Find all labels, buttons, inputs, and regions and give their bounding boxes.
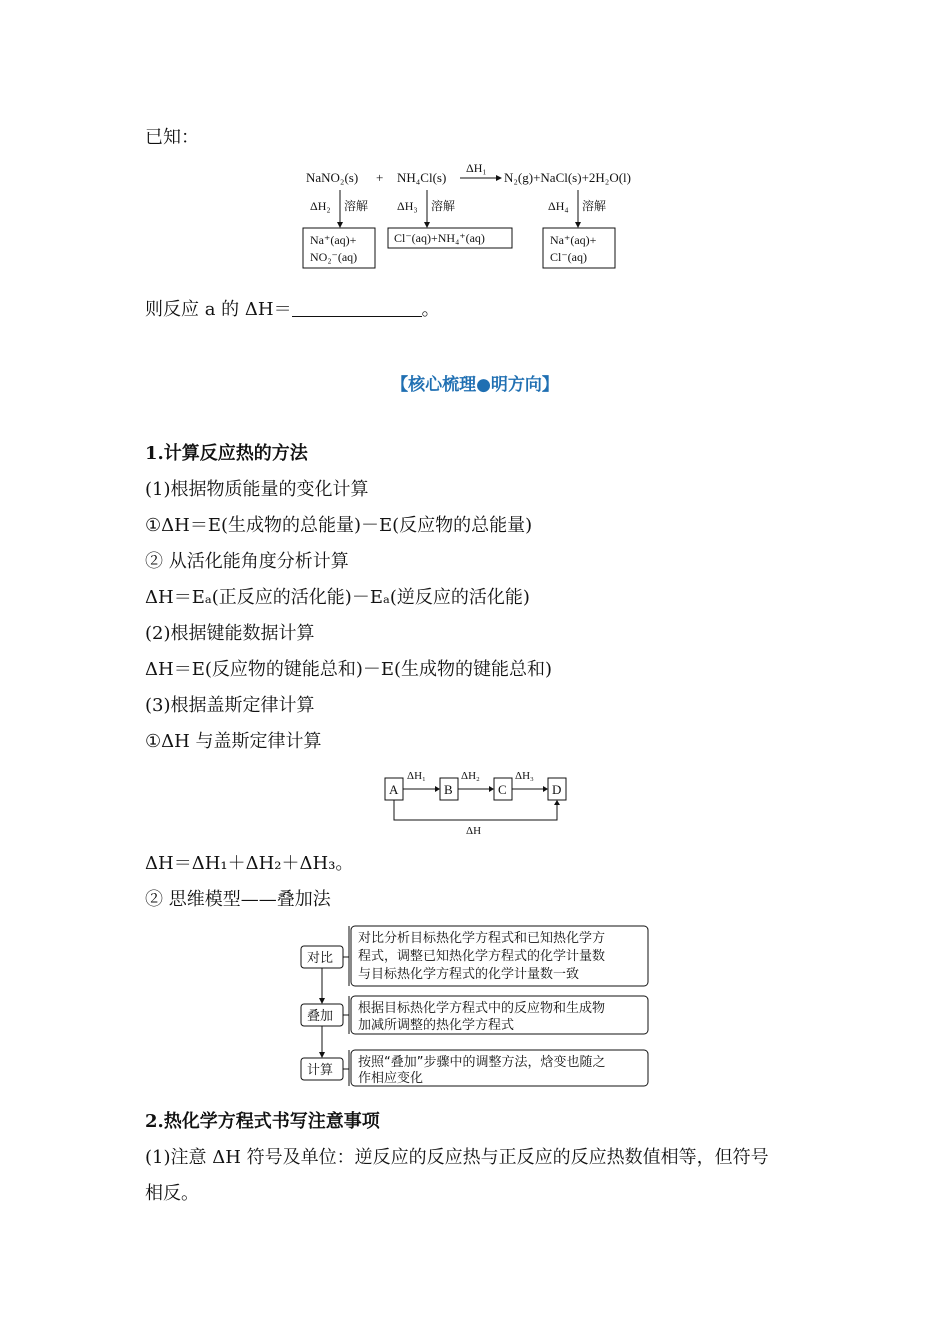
flow-chart [296, 922, 656, 1094]
question-text: 则反应 a 的 ΔH＝ [145, 299, 292, 320]
method-2-title: (2)根据键能数据计算 [145, 623, 315, 644]
step1-text-line3: 与目标热化学方程式的化学计量数一致 [358, 967, 580, 982]
step-add-label: 叠加 [307, 1009, 334, 1024]
method-1-title: (1)根据物质能量的变化计算 [145, 479, 369, 500]
step-compare-label: 对比 [307, 951, 334, 966]
node-a: A [389, 782, 399, 797]
edge-h3: ΔH₃ [515, 770, 534, 782]
dh4-label: ΔH₄ [548, 199, 569, 213]
note-1-line1: (1)注意 ΔH 符号及单位：逆反应的反应热与正反应的反应热数值相等，但符号 [145, 1147, 769, 1168]
section-1-title: 1.计算反应热的方法 [145, 443, 308, 464]
node-d: D [552, 782, 562, 797]
formula-energy: ①ΔH＝E(生成物的总能量)－E(反应物的总能量) [145, 515, 533, 536]
edge-h-total: ΔH [466, 825, 482, 837]
products: N₂(g)+NaCl(s)+2H₂O(l) [504, 170, 631, 185]
method-3-title: (3)根据盖斯定律计算 [145, 695, 315, 716]
reactant-nh4cl: NH₄Cl(s) [397, 170, 447, 185]
known-label: 已知： [145, 127, 199, 148]
box2-text: Cl⁻(aq)+NH₄⁺(aq) [394, 231, 485, 245]
model-title: ② 思维模型——叠加法 [145, 889, 331, 910]
box3-line1: Na⁺(aq)+ [550, 233, 597, 247]
dissolve-label-3: 溶解 [582, 199, 607, 213]
answer-blank[interactable] [292, 300, 422, 317]
step1-text-line1: 对比分析目标热化学方程式和已知热化学方 [358, 931, 606, 946]
step-calc-label: 计算 [307, 1063, 334, 1078]
step2-text-line2: 加减所调整的热化学方程式 [358, 1018, 515, 1033]
formula-activation: ΔH＝Eₐ(正反应的活化能)－Eₐ(逆反应的活化能) [145, 587, 530, 608]
note-1-line2: 相反。 [145, 1183, 199, 1204]
box1-line1: Na⁺(aq)+ [310, 233, 357, 247]
dh3-label: ΔH₃ [397, 199, 418, 213]
section-heading: 【核心梳理●明方向】 [391, 375, 559, 395]
dissolve-label-1: 溶解 [344, 199, 369, 213]
hess-diagram [380, 765, 580, 840]
edge-h1: ΔH₁ [407, 770, 426, 782]
reaction-diagram [300, 160, 670, 275]
arrow-label-dh1: ΔH₁ [466, 161, 487, 175]
dh2-label: ΔH₂ [310, 199, 331, 213]
section-2-title: 2.热化学方程式书写注意事项 [145, 1111, 380, 1132]
node-b: B [444, 782, 453, 797]
activation-title: ② 从活化能角度分析计算 [145, 551, 349, 572]
step2-text-line1: 根据目标热化学方程式中的反应物和生成物 [358, 1001, 606, 1016]
reactant-nano2: NaNO₂(s) [306, 170, 359, 185]
hess-formula: ΔH＝ΔH₁＋ΔH₂＋ΔH₃。 [145, 853, 354, 874]
step1-text-line2: 程式，调整已知热化学方程式的化学计量数 [358, 949, 606, 964]
formula-bond: ΔH＝E(反应物的键能总和)－E(生成物的键能总和) [145, 659, 553, 680]
node-c: C [498, 782, 507, 797]
dissolve-label-2: 溶解 [431, 199, 456, 213]
plus-sign: + [376, 170, 384, 185]
hess-title: ①ΔH 与盖斯定律计算 [145, 731, 322, 752]
edge-h2: ΔH₂ [461, 770, 480, 782]
question-end: 。 [421, 299, 440, 320]
box1-line2: NO₂⁻(aq) [310, 250, 358, 264]
step3-text-line1: 按照“叠加”步骤中的调整方法，焓变也随之 [358, 1055, 606, 1070]
step3-text-line2: 作相应变化 [358, 1071, 424, 1086]
box3-line2: Cl⁻(aq) [550, 250, 587, 264]
question-line [145, 298, 440, 322]
